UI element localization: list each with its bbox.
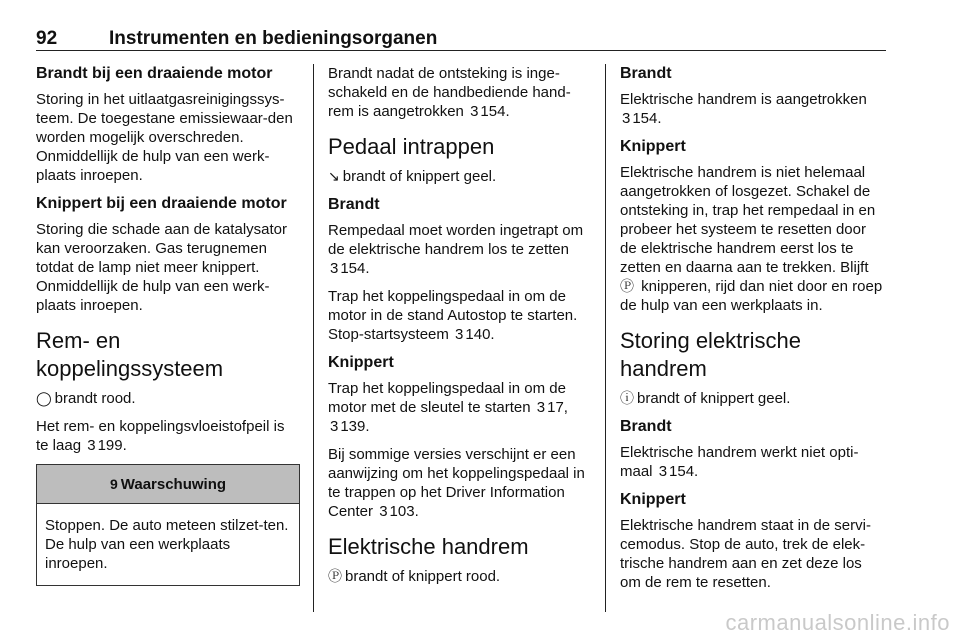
page-number: 92 bbox=[36, 28, 58, 49]
paragraph-service-mode: Elektrische handrem staat in de servi-cemodus. Stop de auto, trek de elek-trische handrem aan en zet deze los om de rem te resetten. bbox=[620, 517, 871, 591]
pedal-icon: ↘ bbox=[328, 168, 340, 184]
column-divider bbox=[605, 64, 606, 612]
paragraph-clutch-key-start: Trap het koppelingspedaal in om de motor met de sleutel te starten 3 17, 3 139. bbox=[328, 380, 568, 435]
electric-brake-status-line: Ⓟ brandt of knippert rood. bbox=[328, 568, 501, 585]
parking-brake-icon: Ⓟ bbox=[328, 568, 342, 584]
heading-press-pedal: Pedaal intrappen bbox=[328, 134, 495, 159]
paragraph-fluid-level: Het rem- en koppelingsvloeistofpeil is te laag 3 199. bbox=[36, 418, 285, 454]
page-ref-arrow-icon: 3 bbox=[379, 503, 388, 520]
column-2 bbox=[328, 64, 590, 595]
page-ref-arrow-icon: 3 bbox=[330, 260, 339, 277]
paragraph-driver-info-center: Bij sommige versies verschijnt er een aanwijzing om het koppelingspedaal in te trappen op het Driver Information Center 3 103. bbox=[328, 446, 585, 520]
column-1 bbox=[36, 64, 298, 586]
page-ref-arrow-icon: 3 bbox=[622, 110, 631, 127]
paragraph-handbrake-reset: Elektrische handrem is niet helemaal aangetrokken of losgezet. Schakel de ontsteking in, trap het rempedaal in en probeer het systeem te resetten door de elektrische handrem eerst los te zetten en daarna aan te trekken. Blijft Ⓟ knipperen, rijd dan niet door en roep de hulp van een werkplaats in. bbox=[620, 164, 883, 314]
page-ref-arrow-icon: 3 bbox=[87, 437, 96, 454]
heading-brandt: Brandt bbox=[620, 418, 672, 435]
heading-brandt: Brandt bbox=[328, 196, 380, 213]
paragraph-handbrake-applied: Brandt nadat de ontsteking is inge-schakeld en de handbediende hand-rem is aangetrokken 3 154. bbox=[328, 65, 571, 120]
heading-brake-clutch-system: Rem- en koppelingssysteem bbox=[36, 328, 224, 381]
page-ref-arrow-icon: 3 bbox=[536, 399, 546, 416]
pedal-status-line: ↘ brandt of knippert geel. bbox=[328, 168, 497, 185]
heading-blink-engine: Knippert bij een draaiende motor bbox=[36, 195, 287, 212]
warning-text: Stoppen. De auto meteen stilzet-ten. De hulp van een werkplaats inroepen. bbox=[45, 517, 289, 572]
warning-box bbox=[36, 464, 300, 586]
page-title: Instrumenten en bedieningsorganen bbox=[109, 28, 438, 49]
warning-header: 9 Waarschuwing bbox=[37, 465, 299, 504]
page-ref-arrow-icon: 3 bbox=[330, 418, 339, 435]
paragraph-handbrake-on: Elektrische handrem is aangetrokken 3 154. bbox=[620, 91, 867, 127]
watermark: carmanualsonline.info bbox=[725, 610, 950, 635]
heading-knippert: Knippert bbox=[620, 138, 686, 155]
column-3 bbox=[620, 64, 886, 601]
fault-status-line: ⓘ brandt of knippert geel. bbox=[620, 390, 791, 407]
page-ref-arrow-icon: 3 bbox=[658, 463, 668, 480]
heading-brandt: Brandt bbox=[620, 65, 672, 82]
page-ref-arrow-icon: 3 bbox=[455, 326, 464, 343]
warning-triangle-icon: 9 bbox=[109, 475, 118, 492]
parking-brake-icon: Ⓟ bbox=[620, 278, 634, 294]
paragraph-brake-pedal: Rempedaal moet worden ingetrapt om de elektrische handrem los te zetten 3 154. bbox=[328, 222, 584, 277]
page-ref-arrow-icon: 3 bbox=[470, 103, 479, 120]
page-header bbox=[36, 28, 886, 51]
heading-electric-brake-fault: Storing elektrische handrem bbox=[620, 328, 801, 381]
paragraph-handbrake-suboptimal: Elektrische handrem werkt niet opti-maal 3 154. bbox=[620, 444, 859, 480]
heading-electric-parking-brake: Elektrische handrem bbox=[328, 534, 529, 559]
heading-engine-on: Brandt bij een draaiende motor bbox=[36, 65, 273, 82]
heading-knippert: Knippert bbox=[328, 354, 394, 371]
heading-knippert: Knippert bbox=[620, 491, 686, 508]
paragraph-blink-engine: Storing die schade aan de katalysator kan veroorzaken. Gas terugnemen totdat de lamp niet meer knippert. Onmiddellijk de hulp van een werk-plaats inroepen. bbox=[36, 221, 287, 314]
column-divider bbox=[313, 64, 314, 612]
paragraph-engine-on: Storing in het uitlaatgasreinigingssys-teem. De toegestane emissiewaar-den worden mogelijk overschreden. Onmiddellijk de hulp van een werk-plaats inroepen. bbox=[36, 91, 293, 184]
brake-warning-icon: ◯ bbox=[36, 390, 52, 406]
paragraph-clutch-autostop: Trap het koppelingspedaal in om de motor in de stand Autostop te starten. Stop-startsysteem 3 140. bbox=[328, 288, 578, 343]
brake-status-line: ◯ brandt rood. bbox=[36, 390, 136, 407]
brake-fault-icon: ⓘ bbox=[620, 390, 634, 406]
